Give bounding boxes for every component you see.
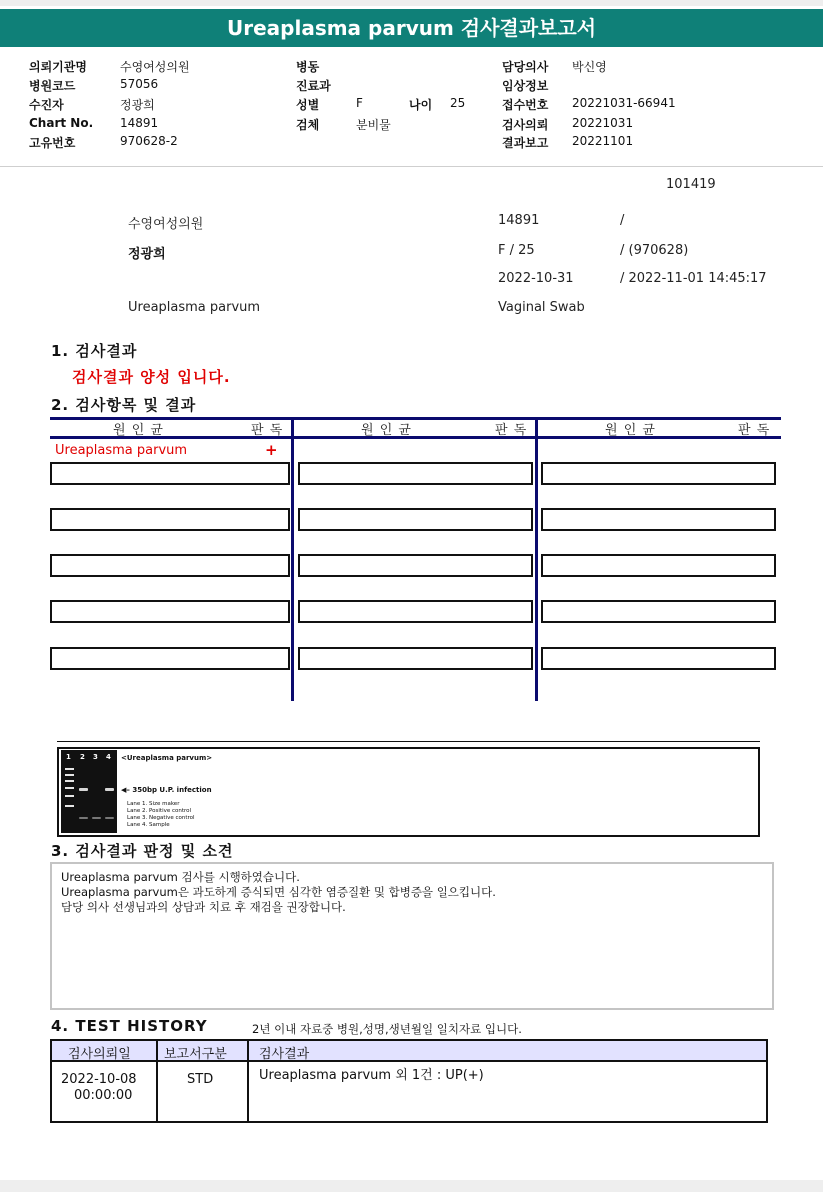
age-value: 25 [450,96,466,110]
header-divider [0,166,823,167]
unique-no-value: 970628-2 [120,134,178,148]
hospital-label: 의뢰기관명 [29,60,87,74]
col-organism-3: 원 인 균 [605,423,656,438]
opinion-line: Ureaplasma parvum은 과도하게 증식되면 심각한 염증질환 및 합병증을 일으킵니다. [61,885,496,899]
gel-band-text: 350bp U.P. infection [132,786,212,794]
gel-legend-item: Lane 2. Positive control [127,808,192,814]
report-date-value: 20221101 [572,134,634,148]
lane-number: 1 [66,753,71,761]
result-cell [50,462,290,485]
col-result-2: 판 독 [495,423,528,438]
result-cell [298,462,533,485]
section-2-title: 2. 검사항목 및 결과 [51,396,197,414]
lane-number: 2 [80,753,85,761]
ladder-band [65,795,74,797]
result-cell [541,554,776,577]
primer-band [105,817,114,819]
history-header-date: 검사의뢰일 [68,1047,131,1062]
history-header-type: 보고서구분 [164,1047,227,1062]
primer-band [79,817,88,819]
result-cell [298,600,533,623]
specimen-label: 검체 [296,118,320,132]
result-cell [50,508,290,531]
result-cell [541,600,776,623]
request-date-value: 20221031 [572,116,634,130]
gel-top-rule [57,741,760,742]
gel-band-label: ◀– 350bp U.P. infection [121,786,212,794]
ladder-band [65,805,74,807]
patient-label: 수진자 [29,98,64,112]
result-cell [541,462,776,485]
age-label: 나이 [409,98,433,112]
section-4-title: 4. TEST HISTORY [51,1017,208,1035]
bottom-strip [0,1180,823,1192]
result-cell [298,647,533,670]
request-date-label: 검사의뢰 [502,118,549,132]
history-col-divider [247,1041,249,1121]
result-cell [541,647,776,670]
gel-legend-item: Lane 1. Size maker [127,801,180,807]
info-slash: / [620,213,625,228]
section-3-title: 3. 검사결과 판정 및 소견 [51,842,234,860]
grid-col-rule-1 [291,417,294,701]
result-cell [50,554,290,577]
sex-value: F [356,96,363,110]
department-label: 진료과 [296,79,331,93]
history-col-divider [156,1041,158,1121]
top-strip [0,0,823,6]
result-organism: Ureaplasma parvum [55,443,188,458]
info-hospital: 수영여성의원 [128,217,204,232]
lane-number: 4 [106,753,111,761]
report-id: 101419 [666,177,716,192]
result-cell [50,600,290,623]
info-sex-age: F / 25 [498,243,535,258]
opinion-line: Ureaplasma parvum 검사를 시행하였습니다. [61,870,300,884]
ward-label: 병동 [296,60,320,74]
info-patient: 정광희 [128,247,166,262]
lane-number: 3 [93,753,98,761]
receipt-no-value: 20221031-66941 [572,96,676,110]
history-header-row [52,1041,766,1062]
info-received: 2022-10-31 [498,271,574,286]
history-type: STD [187,1072,214,1087]
result-cell [50,647,290,670]
sample-band [105,788,114,791]
grid-col-rule-2 [535,417,538,701]
doctor-value: 박신영 [572,60,607,74]
section-1-title: 1. 검사결과 [51,342,138,360]
chart-no-label: Chart No. [29,116,94,130]
hospital-code-label: 병원코드 [29,79,76,93]
clinical-info-label: 임상정보 [502,79,549,93]
sex-label: 성별 [296,98,320,112]
history-result: Ureaplasma parvum 외 1건 : UP(+) [259,1068,484,1083]
report-title: Ureaplasma parvum 검사결과보고서 [0,9,823,47]
hospital-value: 수영여성의원 [120,60,190,74]
result-message: 검사결과 양성 입니다. [72,368,231,386]
chart-no-value: 14891 [120,116,159,130]
hospital-code-value: 57056 [120,77,159,91]
result-cell [298,554,533,577]
ladder-band [65,768,74,770]
info-chart-no: 14891 [498,213,540,228]
ladder-band [65,787,74,789]
result-cell [541,508,776,531]
doctor-label: 담당의사 [502,60,549,74]
report-date-label: 결과보고 [502,136,549,150]
gel-legend-item: Lane 4. Sample [127,822,170,828]
gel-image [61,750,117,833]
result-cell [298,508,533,531]
result-value: + [265,441,278,459]
col-organism-2: 원 인 균 [361,423,412,438]
receipt-no-label: 접수번호 [502,98,549,112]
col-organism-1: 원 인 균 [113,423,164,438]
unique-no-label: 고유번호 [29,136,76,150]
history-time: 00:00:00 [74,1088,133,1103]
gel-title: <Ureaplasma parvum> [121,754,213,762]
info-test-name: Ureaplasma parvum [128,300,261,315]
info-birth: / (970628) [620,243,689,258]
ladder-band [65,780,74,782]
opinion-line: 담당 의사 선생님과의 상담과 치료 후 재검을 권장합니다. [61,900,346,914]
history-note: 2년 이내 자료중 병원,성명,생년월일 일치자료 입니다. [252,1022,522,1036]
info-reported: / 2022-11-01 14:45:17 [620,271,767,286]
info-specimen: Vaginal Swab [498,300,585,315]
gel-legend-item: Lane 3. Negative control [127,815,195,821]
specimen-value: 분비물 [356,118,391,132]
patient-value: 정광희 [120,98,155,112]
history-table [50,1039,768,1123]
col-result-1: 판 독 [251,423,284,438]
primer-band [92,817,101,819]
history-header-result: 검사결과 [259,1047,310,1062]
col-result-3: 판 독 [738,423,771,438]
ladder-band [65,774,74,776]
history-date: 2022-10-08 [61,1072,137,1087]
positive-control-band [79,788,88,791]
